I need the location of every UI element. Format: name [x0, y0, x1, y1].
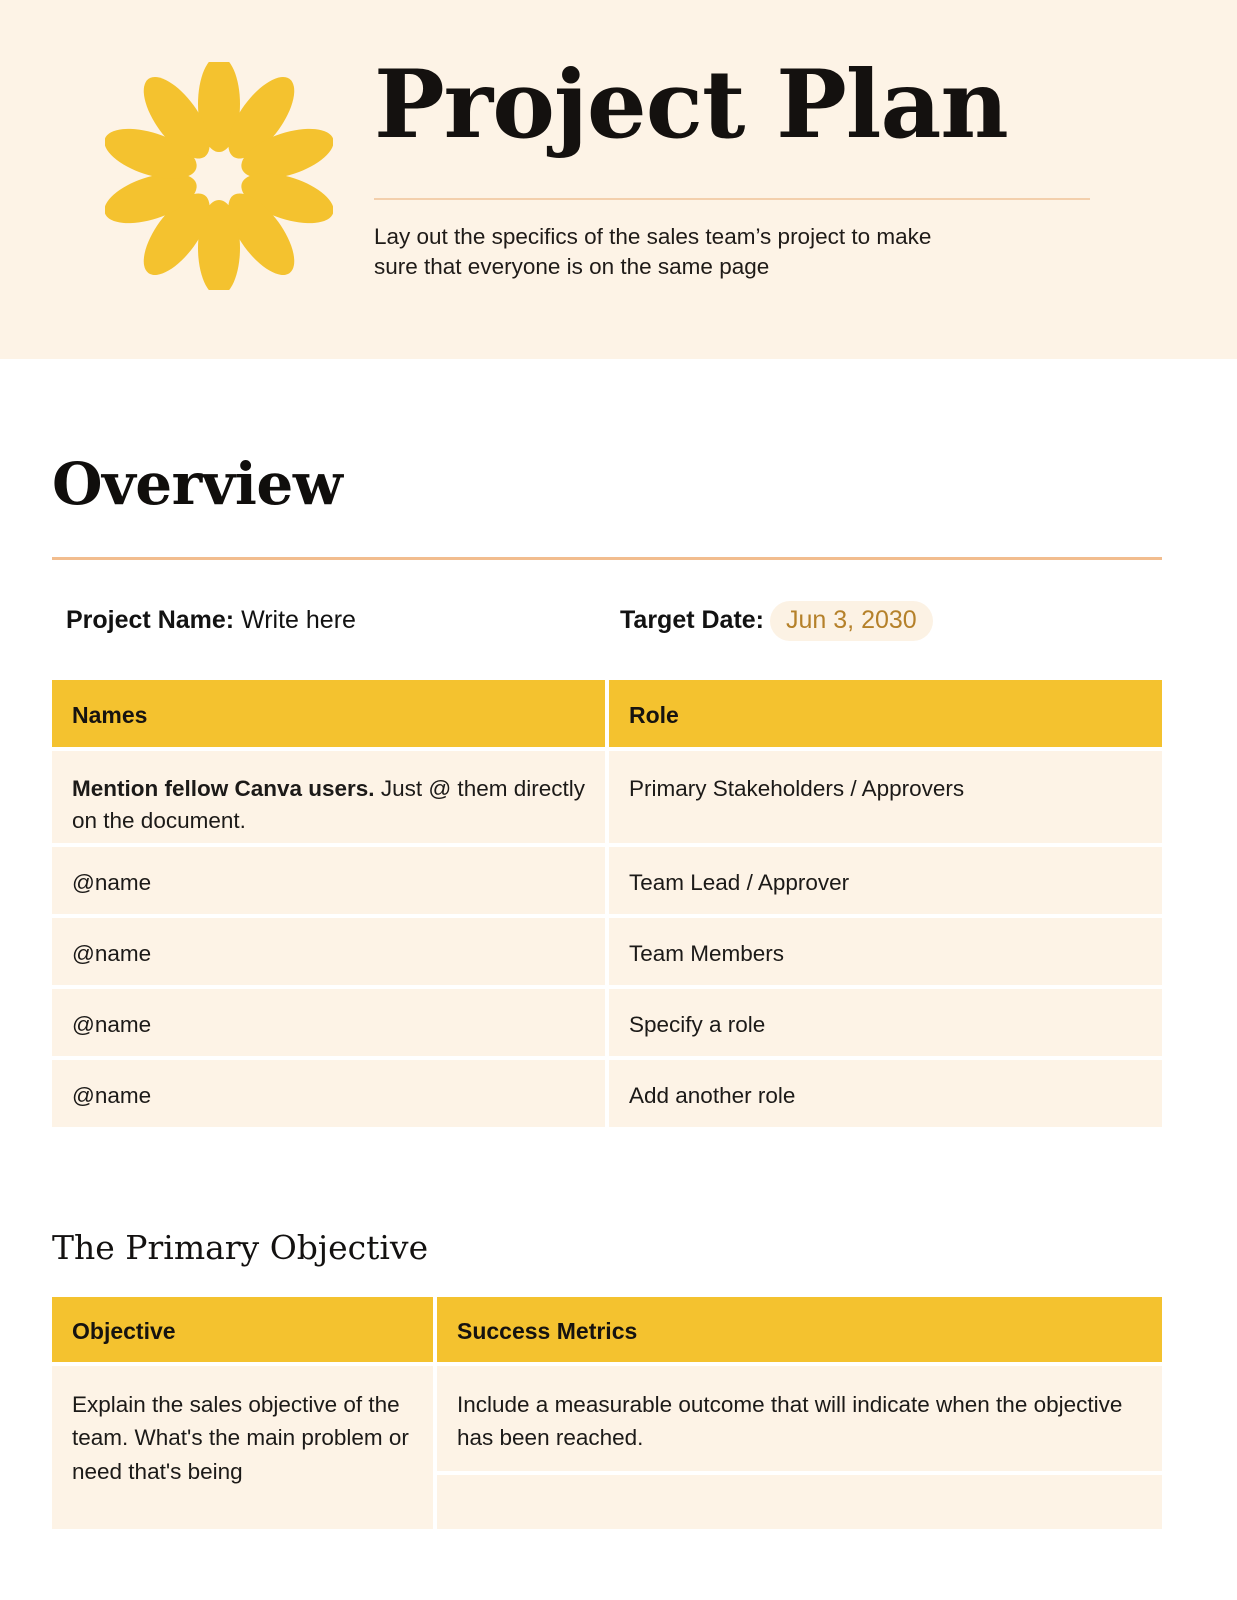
cell-success-metrics[interactable]: Include a measurable outcome that will indicate when the objective has been reached. [437, 1366, 1162, 1471]
cell-name[interactable]: @name [52, 989, 605, 1056]
table-row[interactable] [52, 918, 1162, 985]
title-divider [374, 198, 1090, 200]
document-header-band [0, 0, 1237, 359]
primary-objective-table [52, 1297, 1162, 1529]
flower-logo-icon [105, 62, 333, 290]
project-name-field[interactable] [66, 599, 356, 641]
column-header-names: Names [52, 680, 605, 747]
table-header-row [52, 680, 1162, 747]
cell-role[interactable]: Specify a role [609, 989, 1162, 1056]
table-row[interactable] [52, 989, 1162, 1056]
cell-name[interactable] [52, 751, 605, 843]
target-date-field[interactable] [620, 599, 933, 641]
column-header-role: Role [609, 680, 1162, 747]
table-row[interactable] [52, 751, 1162, 843]
cell-name[interactable]: @name [52, 918, 605, 985]
cell-name-bold: Mention fellow Canva users. [72, 776, 375, 801]
success-metrics-column [437, 1366, 1162, 1529]
cell-role[interactable]: Team Members [609, 918, 1162, 985]
overview-meta-row [0, 599, 1237, 641]
section-heading-primary-objective: The Primary Objective [52, 1228, 429, 1267]
target-date-value[interactable]: Jun 3, 2030 [770, 601, 933, 641]
cell-name[interactable]: @name [52, 1060, 605, 1127]
cell-role[interactable]: Primary Stakeholders / Approvers [609, 751, 1162, 843]
project-name-label: Project Name: [66, 606, 235, 634]
column-header-success-metrics: Success Metrics [437, 1297, 1162, 1362]
project-name-value[interactable]: Write here [241, 606, 356, 634]
cell-objective[interactable]: Explain the sales objective of the team. What's the main problem or need that's being [52, 1366, 433, 1529]
table-row[interactable] [52, 1366, 1162, 1529]
table-row[interactable] [52, 847, 1162, 914]
header-text-block [374, 50, 1090, 282]
cell-role[interactable]: Team Lead / Approver [609, 847, 1162, 914]
table-row[interactable] [52, 1060, 1162, 1127]
table-header-row [52, 1297, 1162, 1362]
section-heading-overview: Overview [52, 450, 343, 518]
column-header-objective: Objective [52, 1297, 433, 1362]
overview-divider [52, 557, 1162, 560]
cell-success-metrics-empty[interactable] [437, 1475, 1162, 1529]
document-subtitle: Lay out the specifics of the sales team’s project to make sure that everyone is on the same page [374, 223, 932, 280]
cell-name-rest: Just @ them directly on the document. [72, 776, 585, 833]
target-date-label: Target Date: [620, 606, 765, 634]
page-title: Project Plan [374, 50, 1008, 160]
cell-role[interactable]: Add another role [609, 1060, 1162, 1127]
cell-name[interactable]: @name [52, 847, 605, 914]
team-table [52, 680, 1162, 1131]
